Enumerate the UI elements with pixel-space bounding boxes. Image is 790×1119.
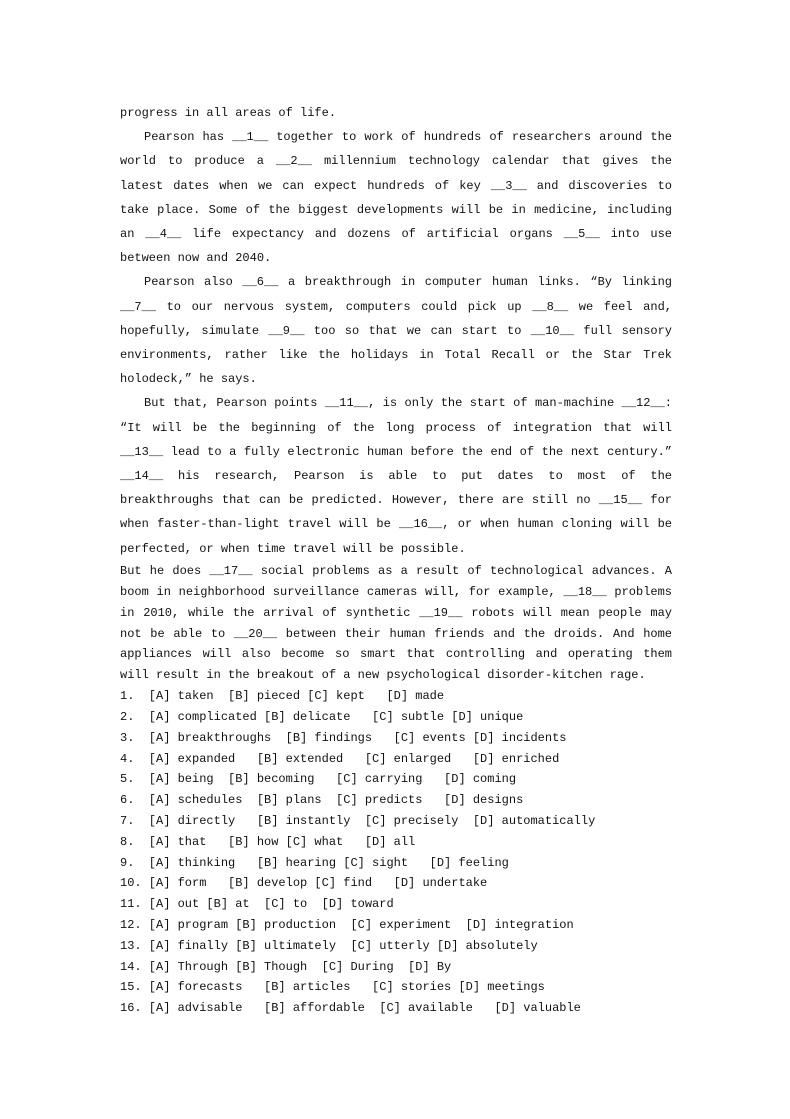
option-row-6: 6. [A] schedules [B] plans [C] predicts [D] designs: [120, 793, 524, 808]
option-row-13: 13. [A] finally [B] ultimately [C] utterly [D] absolutely: [120, 938, 538, 953]
passage-paragraph-0: progress in all areas of life.: [120, 106, 337, 120]
option-row-16: 16. [A] advisable [B] affordable [C] available [D] valuable: [120, 1001, 581, 1016]
option-row-12: 12. [A] program [B] production [C] experiment [D] integration: [120, 918, 574, 933]
passage-paragraph-2: Pearson also __6__ a breakthrough in computer human links. “By linking __7__ to our nervous system, computers could pick up __8__ we feel and, hopefully, simulate __9__ too so that we can start to __10__ full sensory environments, rather like the holidays in Total Recall or the Star Trek holodeck,” he says.: [120, 275, 672, 387]
option-row-2: 2. [A] complicated [B] delicate [C] subtle [D] unique: [120, 710, 524, 725]
option-row-15: 15. [A] forecasts [B] articles [C] stories [D] meetings: [120, 980, 545, 995]
passage-paragraph-1: Pearson has __1__ together to work of hundreds of researchers around the world to produce a __2__ millennium technology calendar that gives the latest dates when we can expect hundreds of key __3__ and discoveries to take place. Some of the biggest developments will be in medicine, including an __4__ life expectancy and dozens of artificial organs __5__ into use between now and 2040.: [120, 130, 672, 266]
option-row-8: 8. [A] that [B] how [C] what [D] all: [120, 834, 416, 849]
passage-paragraph-3: But that, Pearson points __11__, is only the start of man-machine __12__: “It will be the beginning of the long process of integration that will __13__ lead to a fully electronic human before the end of the next century.” __14__ his research, Pearson is able to put dates to most of the breakthroughs that can be predicted. However, there are still no __15__ for when faster-than-light travel will be __16__, or when human cloning will be perfected, or when time travel will be possible.: [120, 396, 672, 556]
option-row-1: 1. [A] taken [B] pieced [C] kept [D] made: [120, 689, 445, 704]
answer-options-list: [120, 686, 672, 1019]
document-page: [120, 101, 672, 1019]
option-row-10: 10. [A] form [B] develop [C] find [D] undertake: [120, 876, 488, 891]
option-row-4: 4. [A] expanded [B] extended [C] enlarged [D] enriched: [120, 751, 560, 766]
option-row-14: 14. [A] Through [B] Though [C] During [D] By: [120, 959, 452, 974]
option-row-9: 9. [A] thinking [B] hearing [C] sight [D] feeling: [120, 855, 509, 870]
option-row-3: 3. [A] breakthroughs [B] findings [C] events [D] incidents: [120, 730, 567, 745]
option-row-11: 11. [A] out [B] at [C] to [D] toward: [120, 897, 394, 912]
passage-paragraph-4: But he does __17__ social problems as a result of technological advances. A boom in neighborhood surveillance cameras will, for example, __18__ problems in 2010, while the arrival of synthetic __19__ robots will mean people may not be able to __20__ between their human friends and the droids. And home appliances will also become so smart that controlling and operating them will result in the breakout of a new psychological disorder-kitchen rage.: [120, 563, 672, 683]
option-row-7: 7. [A] directly [B] instantly [C] precisely [D] automatically: [120, 814, 596, 829]
option-row-5: 5. [A] being [B] becoming [C] carrying [D] coming: [120, 772, 517, 787]
